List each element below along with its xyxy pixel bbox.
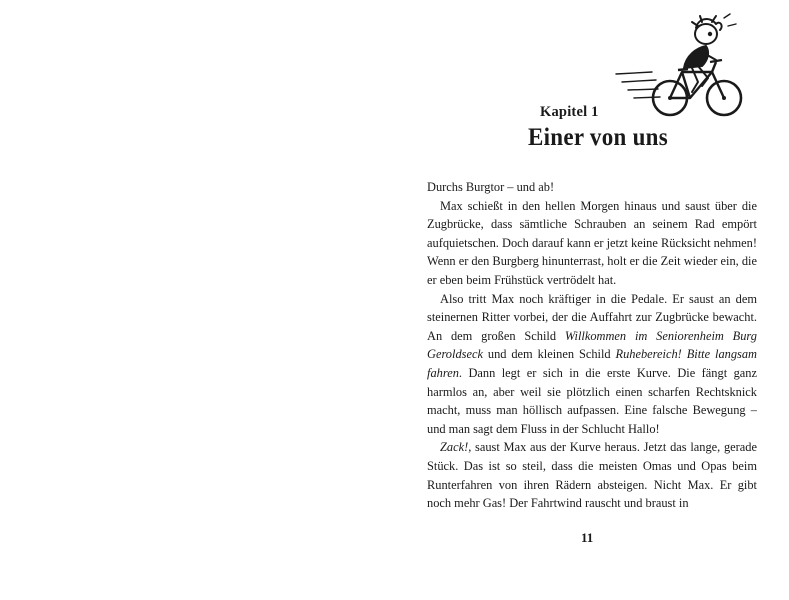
sign-text-rest-area: Ruhebereich! Bitte langsam fahren [427, 347, 757, 380]
motion-marks [724, 14, 736, 26]
exclamation-zack: Zack! [440, 440, 469, 455]
chapter-title: Einer von uns [528, 124, 668, 151]
sign-text-welcome: Willkommen im Seniorenheim Burg Geroldseck [427, 328, 757, 362]
chapter-label: Kapitel 1 [540, 104, 599, 120]
page-number: 11 [581, 530, 594, 545]
body-text [427, 178, 757, 513]
paragraph-4: Zack!, saust Max aus der Kurve heraus. Jetzt das lange, gerade Stück. Das ist so steil, dass die meisten Omas und Opas beim Runterfahren von ihren Rädern absteigen. Nicht Max. Er gibt noch mehr Gas! Der Fahrtwind rauscht und braust in [427, 440, 757, 511]
paragraph-2: Max schießt in den hellen Morgen hinaus und saust über die Zugbrücke, dass sämtliche Schrauben an seinem Rad empört aufquietschen. Doch darauf kann er jetzt keine Rücksicht nehmen! Wenn er den Burgberg hinunterrast, holt er die Zeit wieder ein, die er eben beim Frühstück vertrödelt hat. [427, 198, 757, 287]
paragraph-1: Durchs Burgtor – und ab! [427, 180, 555, 194]
boy-on-bicycle-illustration [612, 12, 752, 124]
paragraph-3: Also tritt Max noch kräftiger in die Pedale. Er saust an dem steinernen Ritter vorbei, der die Auffahrt zur Zugbrücke bewacht. An dem großen Schild Willkommen im Seniorenheim Burg Geroldseck und dem kleinen Schild Ruhebereich! Bitte langsam fahren. Dann legt er sich in die erste Kurve. Die fängt ganz harmlos an, aber weil sie plötzlich einen scharfen Rechtsknick macht, muss man höllisch aufpassen. Eine falsche Bewegung – und man sagt dem Fluss in der Schlucht Hallo! [427, 291, 757, 436]
